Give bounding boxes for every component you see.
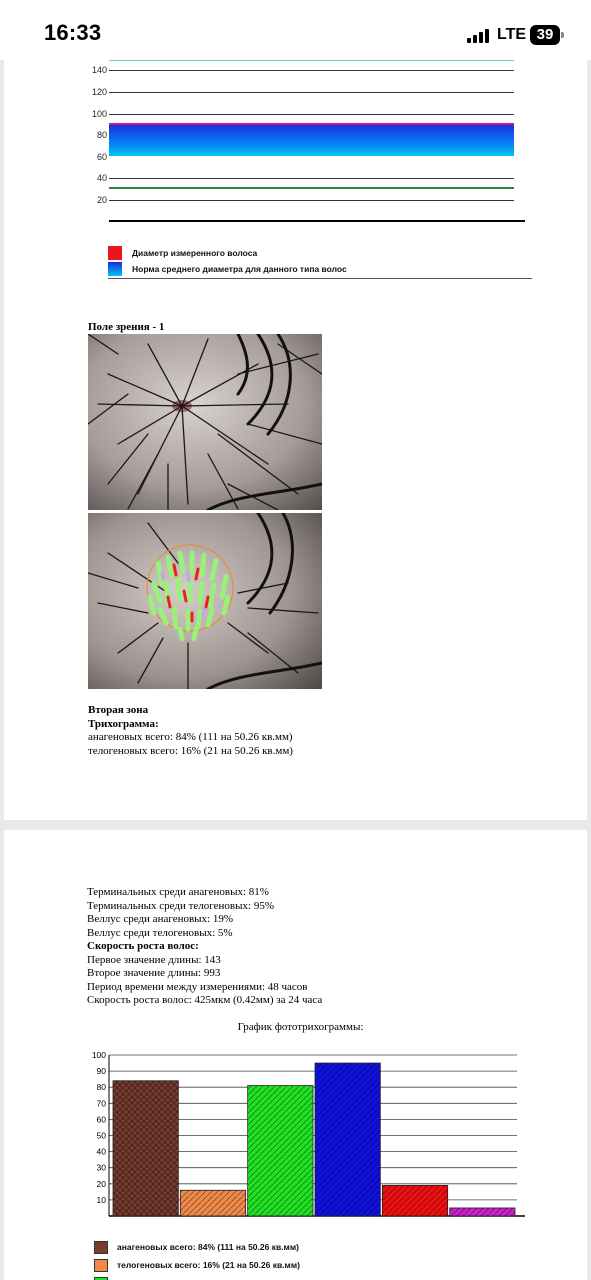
bar-hatch <box>450 1208 515 1216</box>
legend-label: Норма среднего диаметра для данного типа волос <box>132 264 347 274</box>
hair-stats <box>87 886 322 1008</box>
y-tick: 20 <box>96 195 107 205</box>
vellus-telogen: Веллус среди телогеновых: 5% <box>87 926 233 939</box>
legend-item-terminal <box>94 1276 354 1280</box>
gridline <box>109 92 514 93</box>
y-tick-label: 20 <box>96 1178 106 1189</box>
chart-title: График фототрихограммы: <box>237 1021 364 1033</box>
network-type: LTE <box>497 26 527 43</box>
terminal-anagen: Терминальных среди анагеновых: 81% <box>87 886 269 898</box>
bar-hatch <box>180 1190 245 1216</box>
y-tick-label: 70 <box>96 1098 106 1109</box>
legend-label: Диаметр измеренного волоса <box>132 248 258 258</box>
norm-band <box>109 123 514 156</box>
measured-diameter-line <box>109 123 514 125</box>
field-of-view-title: Поле зрения - 1 <box>88 321 165 333</box>
x-axis <box>109 220 525 222</box>
bar-chart-svg <box>87 1046 527 1226</box>
gridline <box>109 200 514 201</box>
y-tick: 100 <box>91 109 107 119</box>
bar-hatch <box>113 1081 178 1216</box>
bar-hatch <box>248 1086 313 1216</box>
bar-hatch <box>382 1185 447 1216</box>
legend-swatch <box>108 262 122 276</box>
measurement-period: Период времени между измерениями: 48 часов <box>87 980 308 993</box>
status-time: 16:33 <box>44 20 102 45</box>
gridline <box>109 70 514 71</box>
legend-item-anagen <box>94 1240 354 1254</box>
y-tick-label: 30 <box>96 1162 106 1173</box>
y-tick-label: 90 <box>96 1066 106 1077</box>
legend-label: анагеновых всего: 84% (111 на 50.26 кв.мм) <box>117 1242 299 1252</box>
zone-name: Вторая зона <box>88 704 149 716</box>
growth-heading: Скорость роста волос: <box>87 940 199 952</box>
growth-speed: Скорость роста волос: 425мкм (0.42мм) за 24 часа <box>87 994 323 1006</box>
green-line <box>109 187 514 189</box>
first-length: Первое значение длины: 143 <box>87 953 221 966</box>
battery-icon <box>530 25 564 45</box>
vellus-anagen: Веллус среди анагеновых: 19% <box>87 913 234 925</box>
y-tick-label: 60 <box>96 1114 106 1125</box>
legend-swatch <box>108 246 122 260</box>
y-tick-label: 10 <box>96 1194 106 1205</box>
y-tick: 120 <box>91 87 107 97</box>
y-tick: 60 <box>96 152 107 162</box>
phototrichogram-chart <box>87 1046 527 1226</box>
legend-item-measured <box>108 246 257 260</box>
document-page-1 <box>4 60 587 820</box>
gridline <box>109 114 514 115</box>
second-length: Второе значение длины: 993 <box>87 967 221 979</box>
scalp-photo <box>88 334 322 510</box>
document-page-2 <box>4 830 587 1280</box>
legend-label: телогеновых всего: 16% (21 на 50.26 кв.мм) <box>117 1260 300 1270</box>
battery-level: 39 <box>536 26 554 43</box>
legend-swatch <box>94 1277 108 1280</box>
legend-swatch <box>94 1241 108 1254</box>
legend-swatch <box>94 1259 108 1272</box>
legend-item-telogen <box>94 1258 354 1272</box>
trichogram-label: Трихограмма: <box>88 717 159 730</box>
bar-hatch <box>315 1063 380 1216</box>
y-tick-label: 80 <box>96 1082 106 1093</box>
y-tick: 40 <box>96 173 107 183</box>
status-bar <box>0 0 591 60</box>
y-tick-label: 50 <box>96 1130 106 1141</box>
legend-item-norm <box>108 262 347 276</box>
diameter-chart <box>89 60 529 225</box>
y-tick-label: 40 <box>96 1146 106 1157</box>
signal-icon <box>467 29 491 43</box>
terminal-telogen: Терминальных среди телогеновых: 95% <box>87 899 274 912</box>
gridline <box>109 178 514 179</box>
diameter-legend <box>108 243 532 279</box>
y-tick: 140 <box>91 65 107 75</box>
anagen-total: анагеновых всего: 84% (111 на 50.26 кв.мм) <box>88 731 293 743</box>
zone-summary <box>88 704 293 758</box>
telogen-total: телогеновых всего: 16% (21 на 50.26 кв.мм) <box>88 744 293 757</box>
y-tick: 80 <box>96 130 107 140</box>
y-tick-label: 100 <box>91 1050 106 1060</box>
scalp-photo-marked <box>88 513 322 689</box>
